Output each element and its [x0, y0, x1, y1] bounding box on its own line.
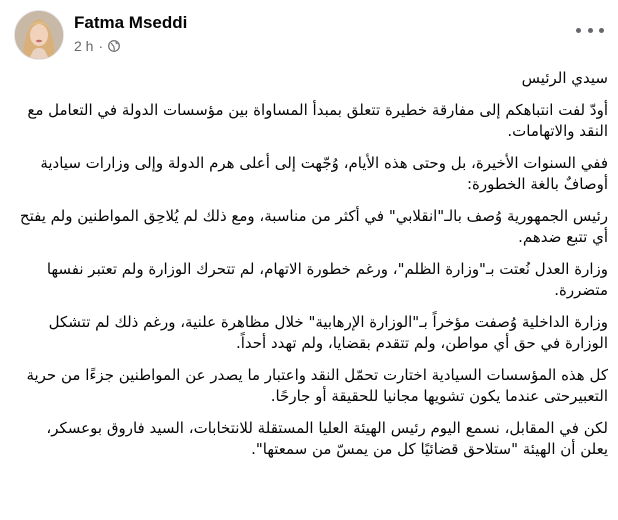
post-text	[16, 68, 608, 471]
post-meta	[74, 38, 120, 54]
post-paragraph: سيدي الرئيس	[521, 69, 608, 87]
post-paragraph: ففي السنوات الأخيرة، بل وحتى هذه الأيام، وُجّهت إلى أعلى هرم الدولة وإلى وزارات سيادية أوصافٌ بالغة الخطورة:	[40, 154, 608, 193]
author-name[interactable]: Fatma Mseddi	[74, 13, 188, 32]
globe-icon[interactable]	[108, 40, 120, 52]
post-paragraph: رئيس الجمهورية وُصف بالـ"انقلابي" في أكثر من مناسبة، ومع ذلك لم يُلاحِق المواطنين ولم يفتح أي تتبع ضدهم.	[19, 207, 608, 246]
avatar[interactable]	[14, 10, 64, 60]
meta-separator: ·	[98, 38, 104, 54]
post-paragraph: وزارة العدل نُعتت بـ"وزارة الظلم"، ورغم خطورة الاتهام، لم تتحرك الوزارة ولم تعتبر نفسها متضررة.	[46, 260, 608, 299]
more-dot	[599, 28, 604, 33]
post-paragraph: كل هذه المؤسسات السيادية اختارت تحمّل النقد واعتبار ما يصدر عن المواطنين جزءًا من حرية التعبيرحتى عندما يكون تشويها مجانيا للحقيقة أو جارحًا.	[26, 366, 608, 405]
profile-photo	[15, 11, 63, 59]
post-time[interactable]: 2 h	[74, 38, 94, 54]
post-paragraph: أودّ لفت انتباهكم إلى مفارقة خطيرة تتعلق بمبدأ المساواة بين مؤسسات الدولة في التعامل مع النقد والاتهامات.	[27, 101, 608, 140]
post-paragraph: لكن في المقابل، نسمع اليوم رئيس الهيئة العليا المستقلة للانتخابات، السيد فاروق بوعسكر، يعلن أن الهيئة "ستلاحق قضائيًا كل من يمسّ من سمعتها".	[46, 419, 608, 458]
more-dot	[588, 28, 593, 33]
post-paragraph: وزارة الداخلية وُصفت مؤخراً بـ"الوزارة الإرهابية" خلال مظاهرة علنية، ورغم ذلك لم تتشكل الوزارة في حق أي مواطن، ولم تتقدم بقضايا، ولم تهدد أحداً.	[48, 313, 608, 352]
post-header	[14, 10, 604, 60]
more-dot	[576, 28, 581, 33]
more-options-icon[interactable]	[576, 20, 604, 40]
